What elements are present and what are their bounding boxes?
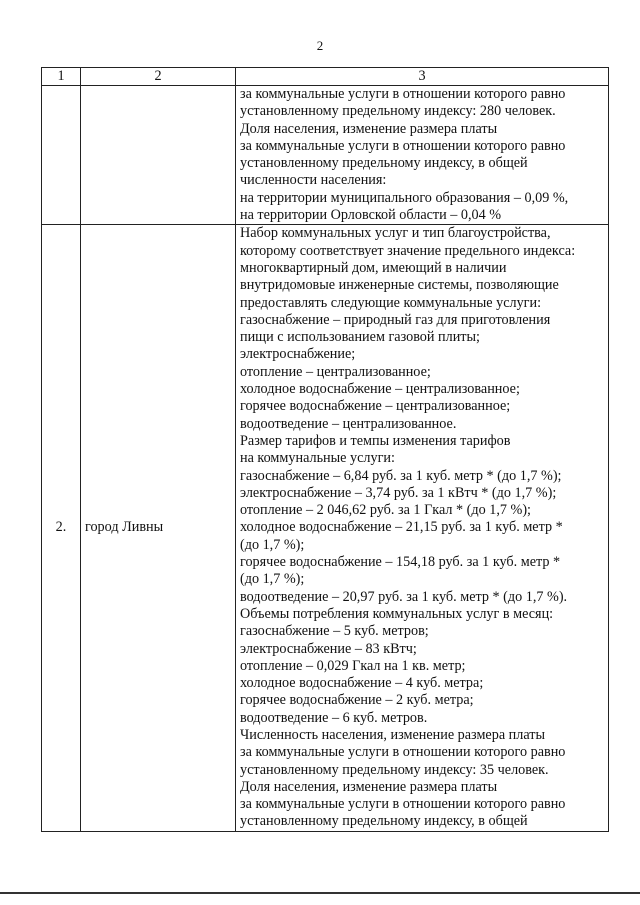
text-line: водоотведение – 20,97 руб. за 1 куб. метр * (до 1,7 %).: [240, 588, 568, 605]
row2-description-cell: [236, 225, 609, 831]
document-table: [41, 67, 609, 832]
text-line: электроснабжение;: [240, 346, 356, 363]
header-col-1: 1: [42, 68, 81, 86]
text-line: отопление – 0,029 Гкал на 1 кв. метр;: [240, 657, 466, 674]
text-line: установленному предельному индексу: 280 человек.: [240, 103, 556, 120]
text-line: водоотведение – 6 куб. метров.: [240, 709, 428, 726]
text-line: на территории Орловской области – 0,04 %: [240, 207, 502, 224]
text-line: водоотведение – централизованное.: [240, 415, 457, 432]
row2-city-cell: город Ливны: [81, 225, 236, 831]
text-line: Доля населения, изменение размера платы: [240, 778, 498, 795]
text-line: Набор коммунальных услуг и тип благоустройства,: [240, 225, 551, 242]
text-line: (до 1,7 %);: [240, 571, 305, 588]
text-line: за коммунальные услуги в отношении которого равно: [240, 137, 566, 154]
text-line: электроснабжение – 83 кВтч;: [240, 640, 417, 657]
text-line: внутридомовые инженерные системы, позволяющие: [240, 277, 559, 294]
text-line: Объемы потребления коммунальных услуг в месяц:: [240, 605, 554, 622]
table-header-row: [42, 68, 609, 86]
text-line: холодное водоснабжение – 21,15 руб. за 1 куб. метр *: [240, 519, 563, 536]
table-row: [42, 86, 609, 225]
bottom-rule: [0, 892, 640, 894]
row1-city-cell: [81, 86, 236, 225]
text-line: холодное водоснабжение – 4 куб. метра;: [240, 675, 484, 692]
text-line: холодное водоснабжение – централизованное;: [240, 381, 520, 398]
page-number: 2: [316, 38, 324, 53]
text-line: установленному предельному индексу: 35 человек.: [240, 761, 549, 778]
text-line: установленному предельному индексу, в общей: [240, 813, 528, 830]
text-line: электроснабжение – 3,74 руб. за 1 кВтч * (до 1,7 %);: [240, 484, 557, 501]
text-line: предоставлять следующие коммунальные услуги:: [240, 294, 542, 311]
text-line: газоснабжение – 5 куб. метров;: [240, 623, 429, 640]
header-col-2: 2: [81, 68, 236, 86]
text-line: на территории муниципального образования – 0,09 %,: [240, 189, 569, 206]
text-line: горячее водоснабжение – 2 куб. метра;: [240, 692, 474, 709]
text-line: пищи с использованием газовой плиты;: [240, 329, 480, 346]
text-line: газоснабжение – природный газ для приготовления: [240, 311, 551, 328]
text-line: за коммунальные услуги в отношении которого равно: [240, 744, 566, 761]
text-line: отопление – 2 046,62 руб. за 1 Гкал * (до 1,7 %);: [240, 502, 531, 519]
text-line: за коммунальные услуги в отношении которого равно: [240, 86, 566, 102]
text-line: на коммунальные услуги:: [240, 450, 395, 467]
text-line: Размер тарифов и темпы изменения тарифов: [240, 432, 511, 449]
text-line: Численность населения, изменение размера платы: [240, 726, 546, 743]
text-line: Доля населения, изменение размера платы: [240, 120, 498, 137]
text-line: горячее водоснабжение – централизованное;: [240, 398, 511, 415]
row1-description-cell: [236, 86, 609, 225]
text-line: за коммунальные услуги в отношении которого равно: [240, 796, 566, 813]
text-line: газоснабжение – 6,84 руб. за 1 куб. метр * (до 1,7 %);: [240, 467, 562, 484]
row1-num-cell: [42, 86, 81, 225]
text-line: численности населения:: [240, 172, 387, 189]
header-col-3: 3: [236, 68, 609, 86]
text-line: горячее водоснабжение – 154,18 руб. за 1 куб. метр *: [240, 554, 561, 571]
text-line: отопление – централизованное;: [240, 363, 431, 380]
text-line: многоквартирный дом, имеющий в наличии: [240, 259, 507, 276]
text-line: которому соответствует значение предельного индекса:: [240, 242, 576, 259]
row2-num-cell: 2.: [42, 225, 81, 831]
text-line: установленному предельному индексу, в общей: [240, 155, 528, 172]
table-row: [42, 225, 609, 831]
text-line: (до 1,7 %);: [240, 536, 305, 553]
